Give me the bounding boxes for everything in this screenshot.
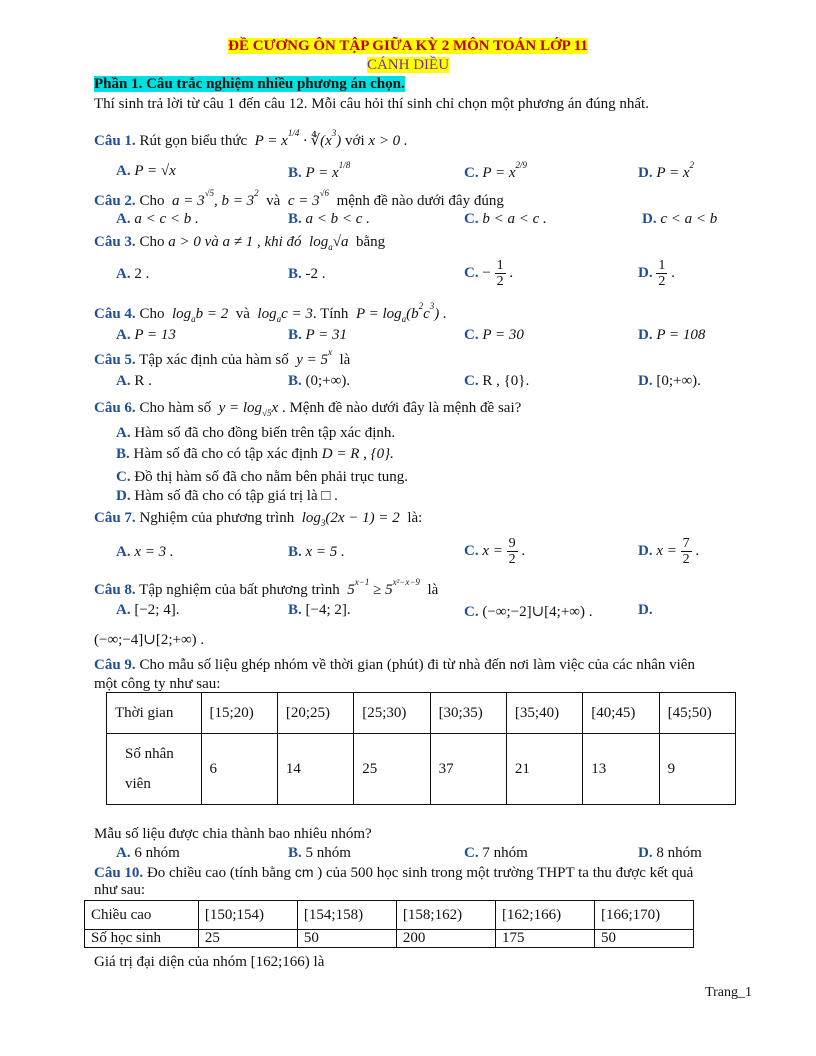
- q9-option-d[interactable]: D. 8 nhóm: [638, 845, 702, 861]
- question-1: Câu 1. Rút gọn biểu thức $P = x^{1/4}$ · $∜(x^3)$ với x > 0 .: [94, 128, 408, 149]
- table-cell: [166;170): [594, 901, 693, 930]
- question-7: Câu 7. Nghiệm của phương trình $\log_3(2x - 1) = 2$ là:: [94, 510, 423, 528]
- table-cell: 14: [277, 734, 353, 805]
- q2-option-d[interactable]: D. c < a < b: [642, 211, 718, 227]
- q9-option-a[interactable]: A. 6 nhóm: [116, 845, 180, 861]
- table-cell: [162;166): [495, 901, 594, 930]
- document-title: ĐỀ CƯƠNG ÔN TẬP GIỮA KỲ 2 MÔN TOÁN LỚP 11: [228, 38, 588, 54]
- q7-option-a[interactable]: A. x = 3 .: [116, 544, 174, 560]
- table-cell: 50: [594, 930, 693, 948]
- table-cell: [20;25): [277, 693, 353, 734]
- table-cell: 50: [297, 930, 396, 948]
- q3-option-b[interactable]: B. -2 .: [288, 266, 326, 282]
- q1-option-a[interactable]: A. P = √x: [116, 163, 176, 179]
- q4-option-a[interactable]: A. P = 13: [116, 327, 176, 343]
- table-cell: [15;20): [201, 693, 277, 734]
- table-cell: [45;50): [659, 693, 735, 734]
- question-8: Câu 8. Tập nghiệm của bất phương trình $5^{x-1} \ge 5^{x^2-x-9}$ là: [94, 577, 439, 598]
- q3-option-d[interactable]: D. $\frac{1}{2}$ .: [638, 258, 675, 289]
- table-cell: [35;40): [506, 693, 582, 734]
- table-cell: 175: [495, 930, 594, 948]
- q9-option-b[interactable]: B. 5 nhóm: [288, 845, 351, 861]
- q8-option-c[interactable]: C. (−∞;−2]∪[4;+∞) .: [464, 604, 593, 620]
- q7-option-d[interactable]: D. x = $\frac{7}{2}$ .: [638, 536, 700, 567]
- table-cell: 21: [506, 734, 582, 805]
- table-cell: 13: [583, 734, 659, 805]
- q5-option-c[interactable]: C. R , {0}.: [464, 373, 530, 389]
- table-cell: 9: [659, 734, 735, 805]
- table-cell: [154;158): [297, 901, 396, 930]
- q8-option-b[interactable]: B. [−4; 2].: [288, 602, 351, 618]
- table-cell: 25: [354, 734, 430, 805]
- table-row: [107, 693, 736, 734]
- question-10: Câu 10. Đo chiều cao (tính bằng cm ) của 500 học sinh trong một trường THPT ta thu được kết quả: [94, 864, 694, 881]
- table-row: [85, 930, 694, 948]
- document-subtitle: CÁNH DIỀU: [366, 57, 450, 73]
- page-number: Trang_1: [705, 985, 752, 1000]
- table-cell: [40;45): [583, 693, 659, 734]
- q6-option-d[interactable]: D. Hàm số đã cho có tập giá trị là □ .: [116, 488, 338, 504]
- part1-heading: Phần 1. Câu trắc nghiệm nhiều phương án chọn.: [94, 76, 405, 92]
- q5-option-d[interactable]: D. [0;+∞).: [638, 373, 701, 389]
- part1-instruction: Thí sinh trả lời từ câu 1 đến câu 12. Mỗi câu hỏi thí sinh chỉ chọn một phương án đúng nhất.: [94, 96, 649, 112]
- q8-option-a[interactable]: A. [−2; 4].: [116, 602, 180, 618]
- table-header-cell: Số nhân viên: [107, 734, 202, 805]
- table-cell: 37: [430, 734, 506, 805]
- q8-option-d-value: (−∞;−4]∪[2;+∞) .: [94, 632, 205, 648]
- table-cell: [150;154): [198, 901, 297, 930]
- q3-option-c[interactable]: C. − $\frac{1}{2}$ .: [464, 258, 514, 289]
- q3-option-a[interactable]: A. 2 .: [116, 266, 150, 282]
- table-row: [85, 901, 694, 930]
- q2-option-b[interactable]: B. a < b < c .: [288, 211, 370, 227]
- question-6: Câu 6. Cho hàm số $y = \log_{√5}x$ . Mệnh đề nào dưới đây là mệnh đề sai?: [94, 400, 522, 418]
- question-10-cont: như sau:: [94, 882, 146, 898]
- question-9: Câu 9. Cho mẫu số liệu ghép nhóm về thời gian (phút) đi từ nhà đến nơi làm việc của các nhân viên: [94, 657, 695, 673]
- q2-option-c[interactable]: C. b < a < c .: [464, 211, 547, 227]
- table-row: [107, 734, 736, 805]
- q8-option-d[interactable]: D.: [638, 602, 653, 618]
- q2-option-a[interactable]: A. a < c < b .: [116, 211, 199, 227]
- table-cell: [25;30): [354, 693, 430, 734]
- table-cell: 25: [198, 930, 297, 948]
- question-2: Câu 2. Cho $a = 3^{√5}$, $b = 3^2$ và $c = 3^{√6}$ mệnh đề nào dưới đây đúng: [94, 188, 504, 209]
- question-9-cont: một công ty như sau:: [94, 676, 221, 692]
- q4-option-b[interactable]: B. P = 31: [288, 327, 348, 343]
- q6-option-a[interactable]: A. Hàm số đã cho đồng biến trên tập xác định.: [116, 425, 396, 441]
- q1-option-c[interactable]: C. $P = x^{2/9}$: [464, 160, 528, 181]
- table-cell: [30;35): [430, 693, 506, 734]
- question-3: Câu 3. Cho a > 0 và a ≠ 1 , khi đó $\log_a√a$ bằng: [94, 234, 386, 252]
- question-4: Câu 4. Cho $\log_ab = 2$ và $\log_ac = 3$. Tính $P = \log_a(b^2c^3)$ .: [94, 301, 447, 324]
- q1-option-d[interactable]: D. $P = x^2$: [638, 160, 695, 181]
- q7-option-c[interactable]: C. x = $\frac{9}{2}$ .: [464, 536, 526, 567]
- q5-option-a[interactable]: A. R .: [116, 373, 152, 389]
- q4-option-c[interactable]: C. P = 30: [464, 327, 524, 343]
- q9-question: Mẫu số liệu được chia thành bao nhiêu nhóm?: [94, 826, 372, 842]
- table-cell: 200: [396, 930, 495, 948]
- q6-option-c[interactable]: C. Đồ thị hàm số đã cho nằm bên phải trục tung.: [116, 469, 409, 485]
- table-header-cell: Số học sinh: [85, 930, 199, 948]
- q1-option-b[interactable]: B. $P = x^{1/8}$: [288, 160, 351, 181]
- q4-option-d[interactable]: D. P = 108: [638, 327, 706, 343]
- q9-data-table: [106, 692, 736, 805]
- q10-question: Giá trị đại diện của nhóm [162;166) là: [94, 954, 325, 970]
- q6-option-b[interactable]: B. Hàm số đã cho có tập xác định D = R , {0}.: [116, 446, 394, 462]
- q10-data-table: [84, 900, 694, 948]
- table-cell: [158;162): [396, 901, 495, 930]
- table-cell: 6: [201, 734, 277, 805]
- q7-option-b[interactable]: B. x = 5 .: [288, 544, 345, 560]
- question-5: Câu 5. Tập xác định của hàm số $y = 5^x$ là: [94, 347, 351, 368]
- q9-option-c[interactable]: C. 7 nhóm: [464, 845, 528, 861]
- table-header-cell: Thời gian: [107, 693, 202, 734]
- table-header-cell: Chiều cao: [85, 901, 199, 930]
- q5-option-b[interactable]: B. (0;+∞).: [288, 373, 351, 389]
